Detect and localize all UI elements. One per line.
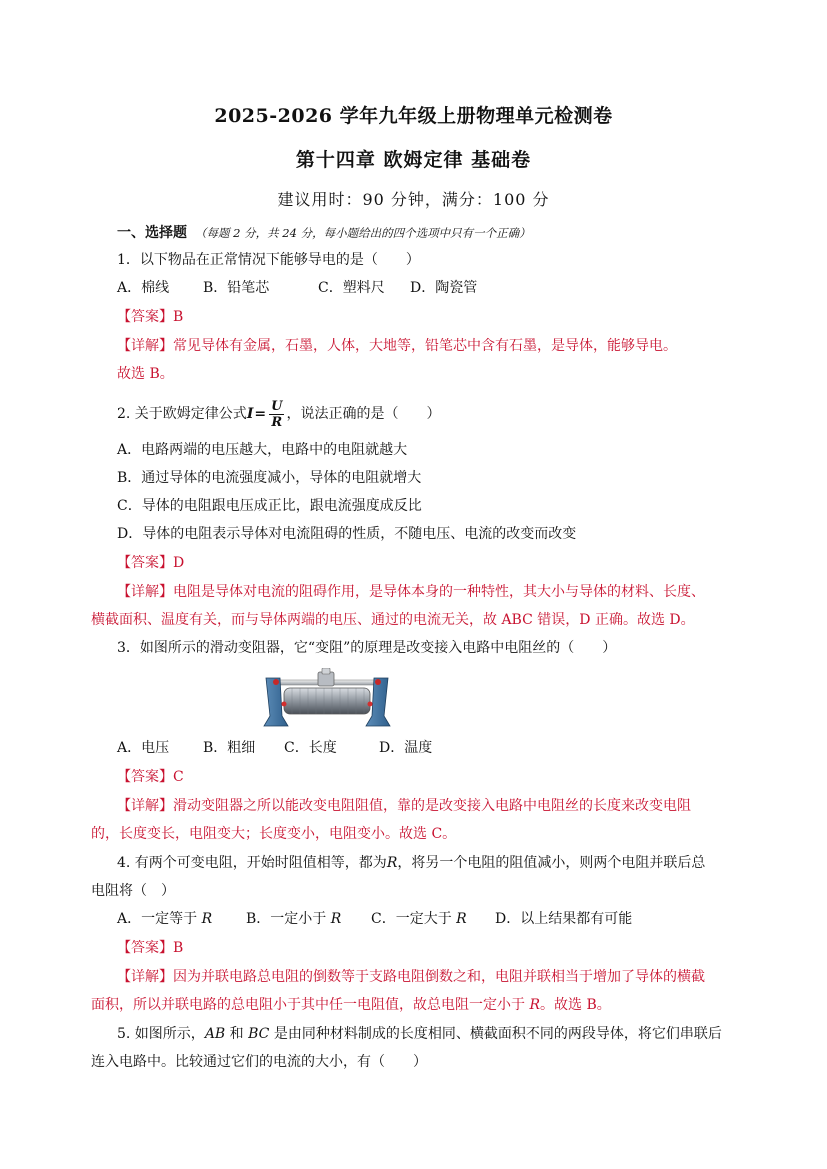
- explain-text: 面积，所以并联电路的总电阻小于其中任一电阻值，故总电阻一定小于: [91, 997, 530, 1013]
- q1-explain-2: 故选 B。: [117, 366, 174, 382]
- q1-option-d: D．陶瓷管: [410, 280, 478, 296]
- q5-stem: [117, 1024, 722, 1044]
- q2-answer: [117, 553, 184, 573]
- q4-stem-pre: 4. 有两个可变电阻，开始时阻值相等，都为: [117, 855, 387, 871]
- section-heading: [117, 222, 531, 242]
- q5-var-ab: AB: [204, 1026, 226, 1042]
- q4-option-b: [246, 909, 341, 929]
- answer-label: 【答案】: [117, 940, 173, 956]
- answer-value: B: [173, 309, 184, 325]
- answer-label: 【答案】: [117, 769, 173, 785]
- q1-option-a: A．棉线: [117, 280, 170, 296]
- explain-var: R: [529, 997, 540, 1013]
- q2-option-d: D．导体的电阻表示导体对电流阻碍的性质，不随电压、电流的改变而改变: [117, 526, 577, 542]
- q3-answer: [117, 767, 184, 787]
- q2-stem-pre: 2. 关于欧姆定律公式: [117, 406, 247, 422]
- formula-lhs: I: [246, 406, 254, 422]
- ohm-formula-fraction: [269, 399, 284, 430]
- q4-answer: [117, 938, 183, 958]
- sliding-rheostat-image: [262, 668, 392, 730]
- option-text: B．一定小于: [246, 911, 331, 927]
- q1-option-c: C．塑料尺: [318, 280, 385, 296]
- q1-explain: [117, 336, 677, 356]
- answer-label: 【答案】: [117, 309, 173, 325]
- option-text: D．以上结果都有可能: [495, 911, 633, 927]
- q2-option-b: B．通过导体的电流强度减小，导体的电阻就增大: [117, 470, 422, 486]
- q5-var-bc: BC: [248, 1026, 270, 1042]
- option-text: C．一定大于: [371, 911, 457, 927]
- q3-explain: [117, 796, 691, 816]
- explain-text: 电阻是导体对电流的阻碍作用，是导体本身的一种特性，其大小与导体的材料、长度、: [173, 584, 705, 600]
- q3-explain-2: 的，长度变长，电阻变大；长度变小，电阻变小。故选 C。: [91, 826, 457, 842]
- q5-and: 和: [225, 1026, 249, 1042]
- section-title: 一、选择题: [117, 225, 187, 241]
- explain-label: 【详解】: [117, 584, 173, 600]
- exam-meta: 建议用时：90 分钟，满分：100 分: [277, 190, 550, 209]
- section-note: （每题 2 分，共 24 分，每小题给出的四个选项中只有一个正确）: [195, 226, 531, 240]
- q4-stem-var: R: [386, 855, 398, 871]
- q2-stem: [117, 398, 440, 430]
- formula-numerator: U: [271, 398, 283, 414]
- q3-stem: 3．如图所示的滑动变阻器，它“变阻”的原理是改变接入电路中电阻丝的（ ）: [117, 640, 617, 656]
- formula-eq: =: [254, 406, 267, 422]
- q4-option-d: [495, 909, 632, 929]
- page-title: 2025-2026 学年九年级上册物理单元检测卷: [214, 105, 613, 127]
- q4-stem: [117, 853, 705, 873]
- q3-option-d: D．温度: [379, 740, 433, 756]
- option-var: R: [330, 911, 342, 927]
- option-var: R: [456, 911, 467, 927]
- explain-text: 滑动变阻器之所以能改变电阻阻值，靠的是改变接入电路中电阻丝的长度来改变电阻: [173, 798, 691, 814]
- explain-label: 【详解】: [117, 338, 173, 354]
- explain-label: 【详解】: [117, 798, 173, 814]
- q4-explain-2: [91, 995, 611, 1015]
- q2-explain-2: 横截面积、温度有关，而与导体两端的电压、通过的电流无关，故 ABC 错误，D 正确。故选 D。: [91, 612, 695, 628]
- q2-option-a: A．电路两端的电压越大，电路中的电阻就越大: [117, 442, 408, 458]
- explain-text: 因为并联电路总电阻的倒数等于支路电阻倒数之和，电阻并联相当于增加了导体的横截: [173, 969, 705, 985]
- q5-stem-pre: 5. 如图所示，: [117, 1026, 205, 1042]
- option-text: A．一定等于: [117, 911, 202, 927]
- q3-option-b: B．粗细: [203, 740, 256, 756]
- q4-stem-2: 电阻将（ ）: [91, 883, 175, 899]
- q2-explain: [117, 582, 705, 602]
- answer-value: B: [173, 940, 184, 956]
- q3-option-c: C．长度: [284, 740, 337, 756]
- explain-label: 【详解】: [117, 969, 173, 985]
- explain-text: 常见导体有金属，石墨，人体，大地等，铅笔芯中含有石墨，是导体，能够导电。: [173, 338, 677, 354]
- q2-stem-post: ，说法正确的是（ ）: [286, 406, 441, 422]
- q4-option-a: [117, 909, 212, 929]
- q2-option-c: C．导体的电阻跟电压成正比，跟电流强度成反比: [117, 498, 422, 514]
- q1-answer: [117, 307, 183, 327]
- q4-explain: [117, 967, 705, 987]
- option-var: R: [201, 911, 213, 927]
- q4-option-c: [371, 909, 467, 929]
- q1-option-b: B．铅笔芯: [203, 280, 270, 296]
- answer-value: C: [173, 769, 184, 785]
- q4-stem-post: ，将另一个电阻的阻值减小，则两个电阻并联后总: [397, 855, 706, 871]
- answer-value: D: [173, 555, 185, 571]
- q5-stem-2: 连入电路中。比较通过它们的电流的大小，有（ ）: [91, 1054, 427, 1070]
- explain-text-end: 。故选 B。: [540, 997, 611, 1013]
- q3-option-a: A．电压: [117, 740, 170, 756]
- q5-stem-post: 是由同种材料制成的长度相同、横截面积不同的两段导体，将它们串联后: [269, 1026, 722, 1042]
- formula-denominator: R: [271, 414, 283, 430]
- answer-label: 【答案】: [117, 555, 173, 571]
- q1-stem: 1．以下物品在正常情况下能够导电的是（ ）: [117, 252, 420, 268]
- chapter-subtitle: 第十四章 欧姆定律 基础卷: [295, 149, 532, 171]
